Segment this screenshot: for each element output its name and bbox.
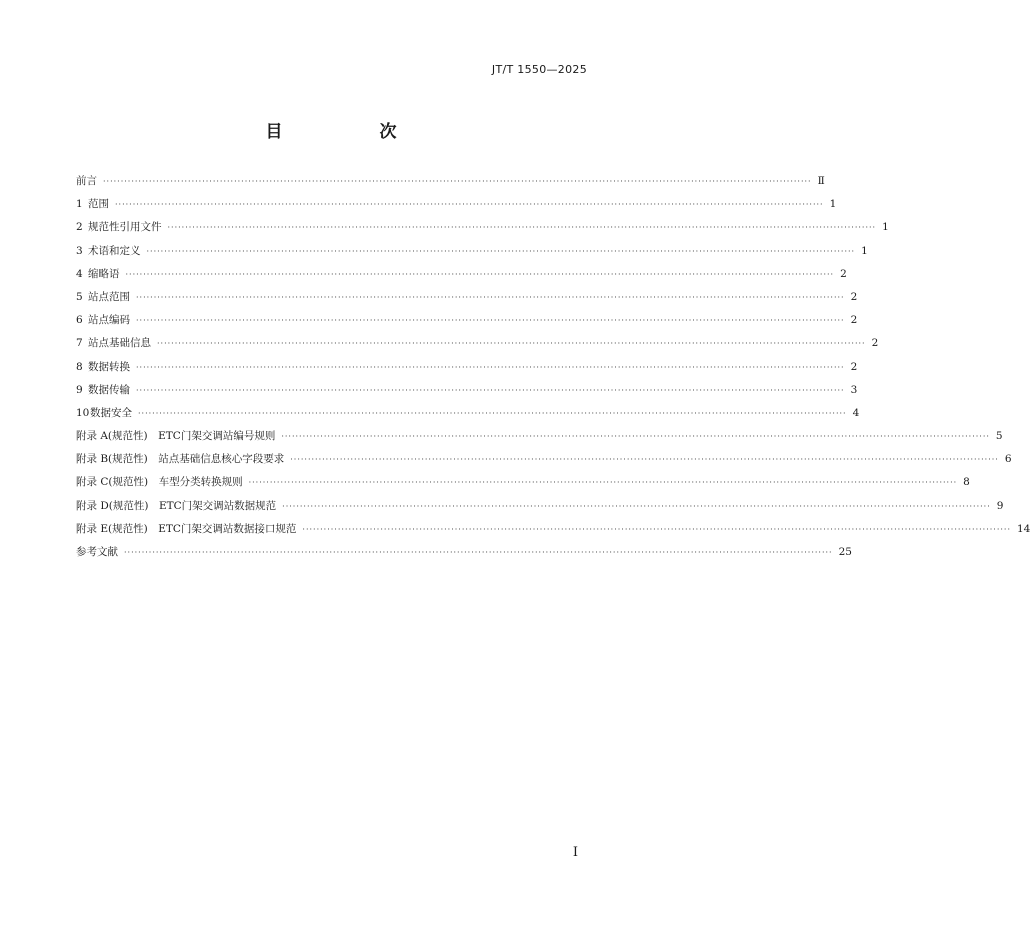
toc-entry[interactable]: 6 站点编码 ········································································································································································································ 2 (76, 309, 586, 332)
toc-entry-label: 附录 C(规范性) 车型分类转换规则 (76, 476, 243, 489)
page-title: 目 次 (265, 122, 437, 142)
toc-entry[interactable]: 8 数据转换 ········································································································································································································ 2 (76, 356, 586, 379)
toc-leader-dots: ········································································································································································································ (282, 501, 991, 511)
toc-entry[interactable] (76, 170, 825, 193)
table-of-contents (76, 170, 1030, 564)
toc-leader-dots: ········································································································································································································ (136, 385, 845, 395)
toc-entry-label: 附录 D(规范性) ETC门架交调站数据规范 (76, 499, 277, 512)
toc-entry-label: 数据转换 (88, 360, 130, 373)
toc-entry[interactable] (76, 425, 1003, 448)
toc-entry-page: 6 (1004, 453, 1012, 466)
toc-leader-dots: ········································································································································································································ (138, 408, 847, 418)
toc-entry[interactable]: 4 缩略语 ········································································································································································································ 2 (76, 263, 586, 286)
standard-code: JT/T 1550—2025 (491, 63, 587, 76)
toc-entry-label: 规范性引用文件 (88, 221, 162, 234)
toc-entry[interactable] (76, 448, 1012, 471)
toc-entry-label: 术语和定义 (88, 244, 141, 257)
toc-entry[interactable]: 10 数据安全 ········································································································································································································ 4 (76, 402, 586, 425)
toc-entry-page: 1 (882, 221, 889, 234)
toc-entry[interactable] (76, 541, 852, 564)
toc-entry[interactable]: 3 术语和定义 ········································································································································································································ 1 (76, 240, 586, 263)
toc-entry-label: 前言 (76, 175, 97, 187)
toc-leader-dots: ········································································································································································································ (167, 223, 877, 233)
toc-entry[interactable]: 1 范围 ········································································································································································································ 1 (76, 193, 586, 216)
toc-leader-dots: ········································································································································································································ (146, 246, 856, 256)
toc-entry[interactable] (76, 471, 970, 494)
toc-entry[interactable]: 5 站点范围 ········································································································································································································ 2 (76, 286, 586, 309)
toc-entry-label: 数据传输 (88, 383, 130, 396)
toc-entry-page: 1 (861, 244, 868, 257)
toc-leader-dots: ········································································································································································································ (157, 339, 866, 349)
toc-entry-label: 站点范围 (88, 290, 130, 303)
toc-leader-dots: ········································································································································································································ (125, 269, 835, 279)
toc-entry[interactable]: 7 站点基础信息 ········································································································································································································ 2 (76, 332, 586, 355)
toc-entry-page: 2 (850, 290, 858, 303)
toc-leader-dots: ········································································································································································································ (248, 478, 958, 488)
toc-entry-page: 8 (963, 476, 970, 489)
toc-entry-page: 5 (995, 430, 1003, 443)
toc-leader-dots: ········································································································································································································ (290, 455, 999, 465)
toc-leader-dots: ········································································································································································································ (136, 316, 845, 326)
toc-entry-label: 站点基础信息 (88, 337, 151, 350)
toc-leader-dots: ········································································································································································································ (136, 362, 845, 372)
toc-entry-label: 附录 B(规范性) 站点基础信息核心字段要求 (76, 453, 285, 466)
toc-leader-dots: ········································································································································································································ (281, 432, 990, 442)
toc-entry-page: 1 (829, 198, 837, 211)
toc-leader-dots: ········································································································································································································ (124, 548, 833, 557)
toc-entry-page: Ⅱ (817, 175, 825, 187)
toc-entry-page: 2 (871, 337, 879, 350)
toc-entry-label: 缩略语 (88, 267, 120, 280)
toc-entry[interactable]: 2 规范性引用文件 ········································································································································································································ 1 (76, 216, 586, 239)
toc-entry-page: 3 (850, 383, 858, 396)
toc-leader-dots: ········································································································································································································ (115, 200, 824, 210)
toc-leader-dots: ········································································································································································································ (302, 524, 1011, 534)
toc-entry[interactable]: 9 数据传输 ········································································································································································································ 3 (76, 379, 586, 402)
toc-entry-page: 25 (838, 546, 852, 558)
toc-entry-label: 参考文献 (76, 546, 118, 558)
toc-entry-label: 站点编码 (88, 314, 130, 327)
toc-leader-dots: ········································································································································································································ (103, 177, 812, 186)
toc-entry-page: 2 (840, 267, 847, 280)
toc-entry-label: 附录 E(规范性) ETC门架交调站数据接口规范 (76, 522, 297, 535)
toc-entry[interactable] (76, 495, 1004, 518)
toc-entry-label: 附录 A(规范性) ETC门架交调站编号规则 (76, 430, 276, 443)
page-number: I (572, 845, 578, 860)
toc-entry-page: 2 (850, 360, 858, 373)
toc-entry[interactable] (76, 518, 1030, 541)
toc-entry-page: 9 (996, 499, 1004, 512)
toc-entry-page: 2 (850, 314, 858, 327)
toc-leader-dots: ········································································································································································································ (136, 292, 845, 302)
toc-entry-page: 4 (852, 406, 860, 419)
toc-entry-label: 范围 (88, 198, 109, 211)
toc-entry-label: 数据安全 (90, 406, 132, 419)
toc-entry-page: 14 (1017, 522, 1030, 535)
